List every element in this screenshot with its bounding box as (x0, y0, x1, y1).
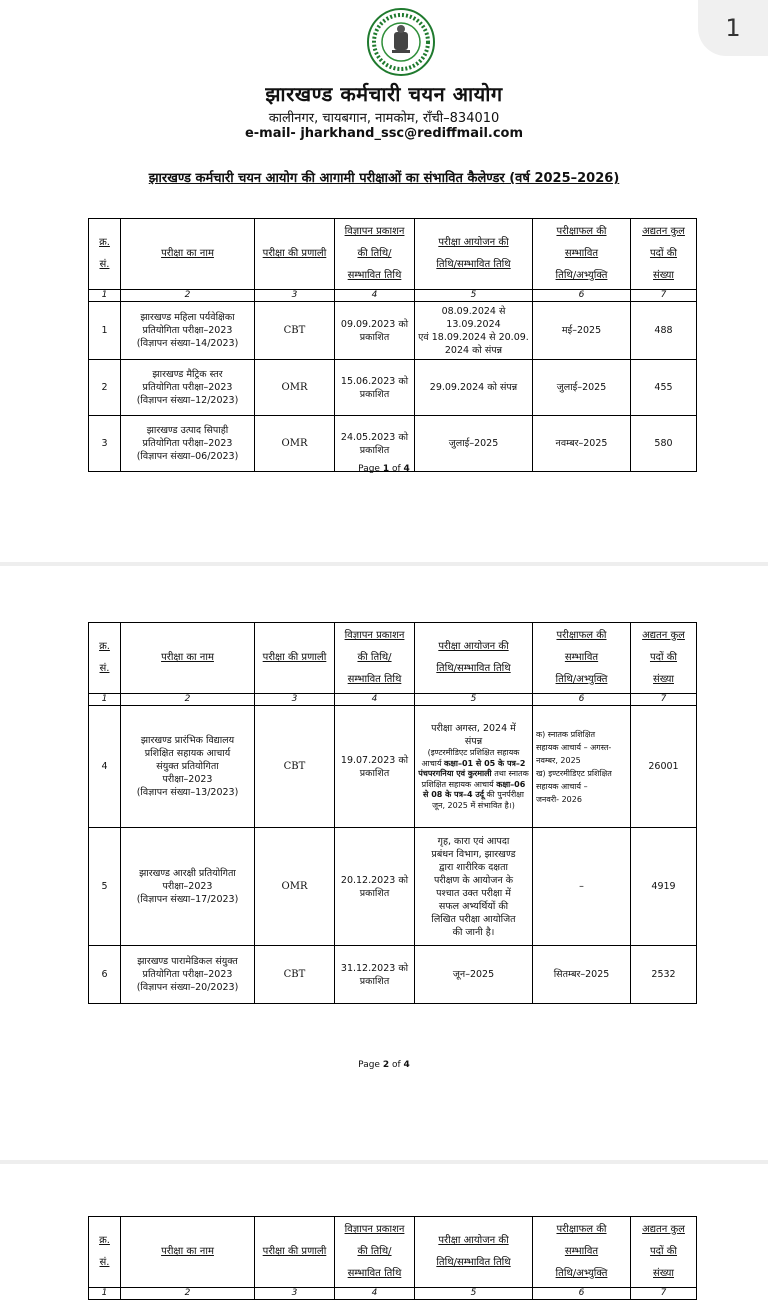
document-page-2 (0, 566, 768, 1160)
org-email: e-mail- jharkhand_ssc@rediffmail.com (244, 126, 524, 141)
header-mode: परीक्षा की प्रणाली (255, 623, 335, 694)
document-page-3 (0, 1164, 768, 1310)
header-result: परीक्षाफल की सम्भावित तिथि/अभ्युक्ति (533, 623, 631, 694)
header-advert: विज्ञापन प्रकाशन की तिथि/ सम्भावित तिथि (335, 1217, 415, 1288)
header-sno: क्र. सं. (89, 219, 121, 290)
table-row: 6 झारखण्ड पारामेडिकल संयुक्त प्रतियोगिता परीक्षा–2023 (विज्ञापन संख्या–20/2023) CBT 31.12.2023 को प्रकाशित जून–2025 सितम्बर–2025 2532 (89, 946, 697, 1004)
calendar-title: झारखण्ड कर्मचारी चयन आयोग की आगामी परीक्षाओं का संभावित कैलेण्डर (वर्ष 2025–2026) (148, 171, 620, 186)
header-name: परीक्षा का नाम (121, 219, 255, 290)
header-advert: विज्ञापन प्रकाशन की तिथि/ सम्भावित तिथि (335, 623, 415, 694)
column-number-row: 1 2 3 4 5 6 7 (89, 1288, 697, 1300)
header-sno: क्र. सं. (89, 1217, 121, 1288)
header-exam-date: परीक्षा आयोजन की तिथि/सम्भावित तिथि (415, 1217, 533, 1288)
document-page-1 (0, 0, 768, 562)
page-footer-2: Page 2 of 4 (358, 1060, 410, 1070)
header-name: परीक्षा का नाम (121, 1217, 255, 1288)
table-row: 4 झारखण्ड प्रारंभिक विद्यालय प्रशिक्षित सहायक आचार्य संयुक्त प्रतियोगिता परीक्षा–2023 (विज्ञापन संख्या–13/2023) CBT 19.07.2023 को प्रकाशित परीक्षा अगस्त, 2024 में संपन्न (इण्टरमीडिएट प्रशिक्षित सहायक आचार्य कक्षा–01 से 05 के पत्र–2 पंचपरगनिया एवं कुरमाली तथा स्नातक प्रशिक्षित सहायक आचार्य कक्षा–06 से 08 के पत्र–4 उर्दू की पुनर्परीक्षा जून, 2025 में संभावित है।) क) स्नातक प्रशिक्षित सहायक आचार्य – अगस्त- नवम्बर, 2025 ख) इण्टरमीडिएट प्रशिक्षित सहायक आचार्य – जनवरी- 2026 26001 (89, 706, 697, 828)
table-row: 3 झारखण्ड उत्पाद सिपाही प्रतियोगिता परीक्षा–2023 (विज्ञापन संख्या–06/2023) OMR 24.05.2023 को प्रकाशित जुलाई–2025 नवम्बर–2025 580 (89, 416, 697, 472)
header-exam-date: परीक्षा आयोजन की तिथि/सम्भावित तिथि (415, 219, 533, 290)
page-footer-1: Page 1 of 4 (358, 464, 410, 474)
header-result: परीक्षाफल की सम्भावित तिथि/अभ्युक्ति (533, 219, 631, 290)
exam-calendar-table-page-3 (88, 1216, 697, 1300)
table-row: 5 झारखण्ड आरक्षी प्रतियोगिता परीक्षा–2023 (विज्ञापन संख्या–17/2023) OMR 20.12.2023 को प्रकाशित गृह, कारा एवं आपदा प्रबंधन विभाग, झारखण्ड द्वारा शारीरिक दक्षता परीक्षण के आयोजन के पश्चात उक्त परीक्षा में सफल अभ्यर्थियों की लिखित परीक्षा आयोजित की जानी है। – 4919 (89, 828, 697, 946)
header-posts: अद्यतन कुल पदों की संख्या (631, 219, 697, 290)
table-row: 1 झारखण्ड महिला पर्यवेक्षिका प्रतियोगिता परीक्षा–2023 (विज्ञापन संख्या–14/2023) CBT 09.09.2023 को प्रकाशित 08.09.2024 से 13.09.2024 एवं 18.09.2024 से 20.09. 2024 को संपन्न मई–2025 488 (89, 302, 697, 360)
header-posts: अद्यतन कुल पदों की संख्या (631, 1217, 697, 1288)
org-name: झारखण्ड कर्मचारी चयन आयोग (265, 82, 503, 106)
header-advert: विज्ञापन प्रकाशन की तिथि/ सम्भावित तिथि (335, 219, 415, 290)
exam-calendar-table-page-2 (88, 622, 697, 1004)
header-result: परीक्षाफल की सम्भावित तिथि/अभ्युक्ति (533, 1217, 631, 1288)
exam-calendar-table-page-1 (88, 218, 697, 472)
column-number-row: 1 2 3 4 5 6 7 (89, 694, 697, 706)
header-mode: परीक्षा की प्रणाली (255, 1217, 335, 1288)
header-exam-date: परीक्षा आयोजन की तिथि/सम्भावित तिथि (415, 623, 533, 694)
header-sno: क्र. सं. (89, 623, 121, 694)
jssc-seal-logo (367, 8, 435, 76)
org-address: कालीनगर, चायबगान, नामकोम, राँची–834010 (268, 111, 500, 126)
header-name: परीक्षा का नाम (121, 623, 255, 694)
column-number-row: 1 2 3 4 5 6 7 (89, 290, 697, 302)
table-row: 2 झारखण्ड मैट्रिक स्तर प्रतियोगिता परीक्षा–2023 (विज्ञापन संख्या–12/2023) OMR 15.06.2023 को प्रकाशित 29.09.2024 को संपन्न जुलाई–2025 455 (89, 360, 697, 416)
page-number-badge: 1 (698, 0, 768, 56)
header-posts: अद्यतन कुल पदों की संख्या (631, 623, 697, 694)
header-mode: परीक्षा की प्रणाली (255, 219, 335, 290)
